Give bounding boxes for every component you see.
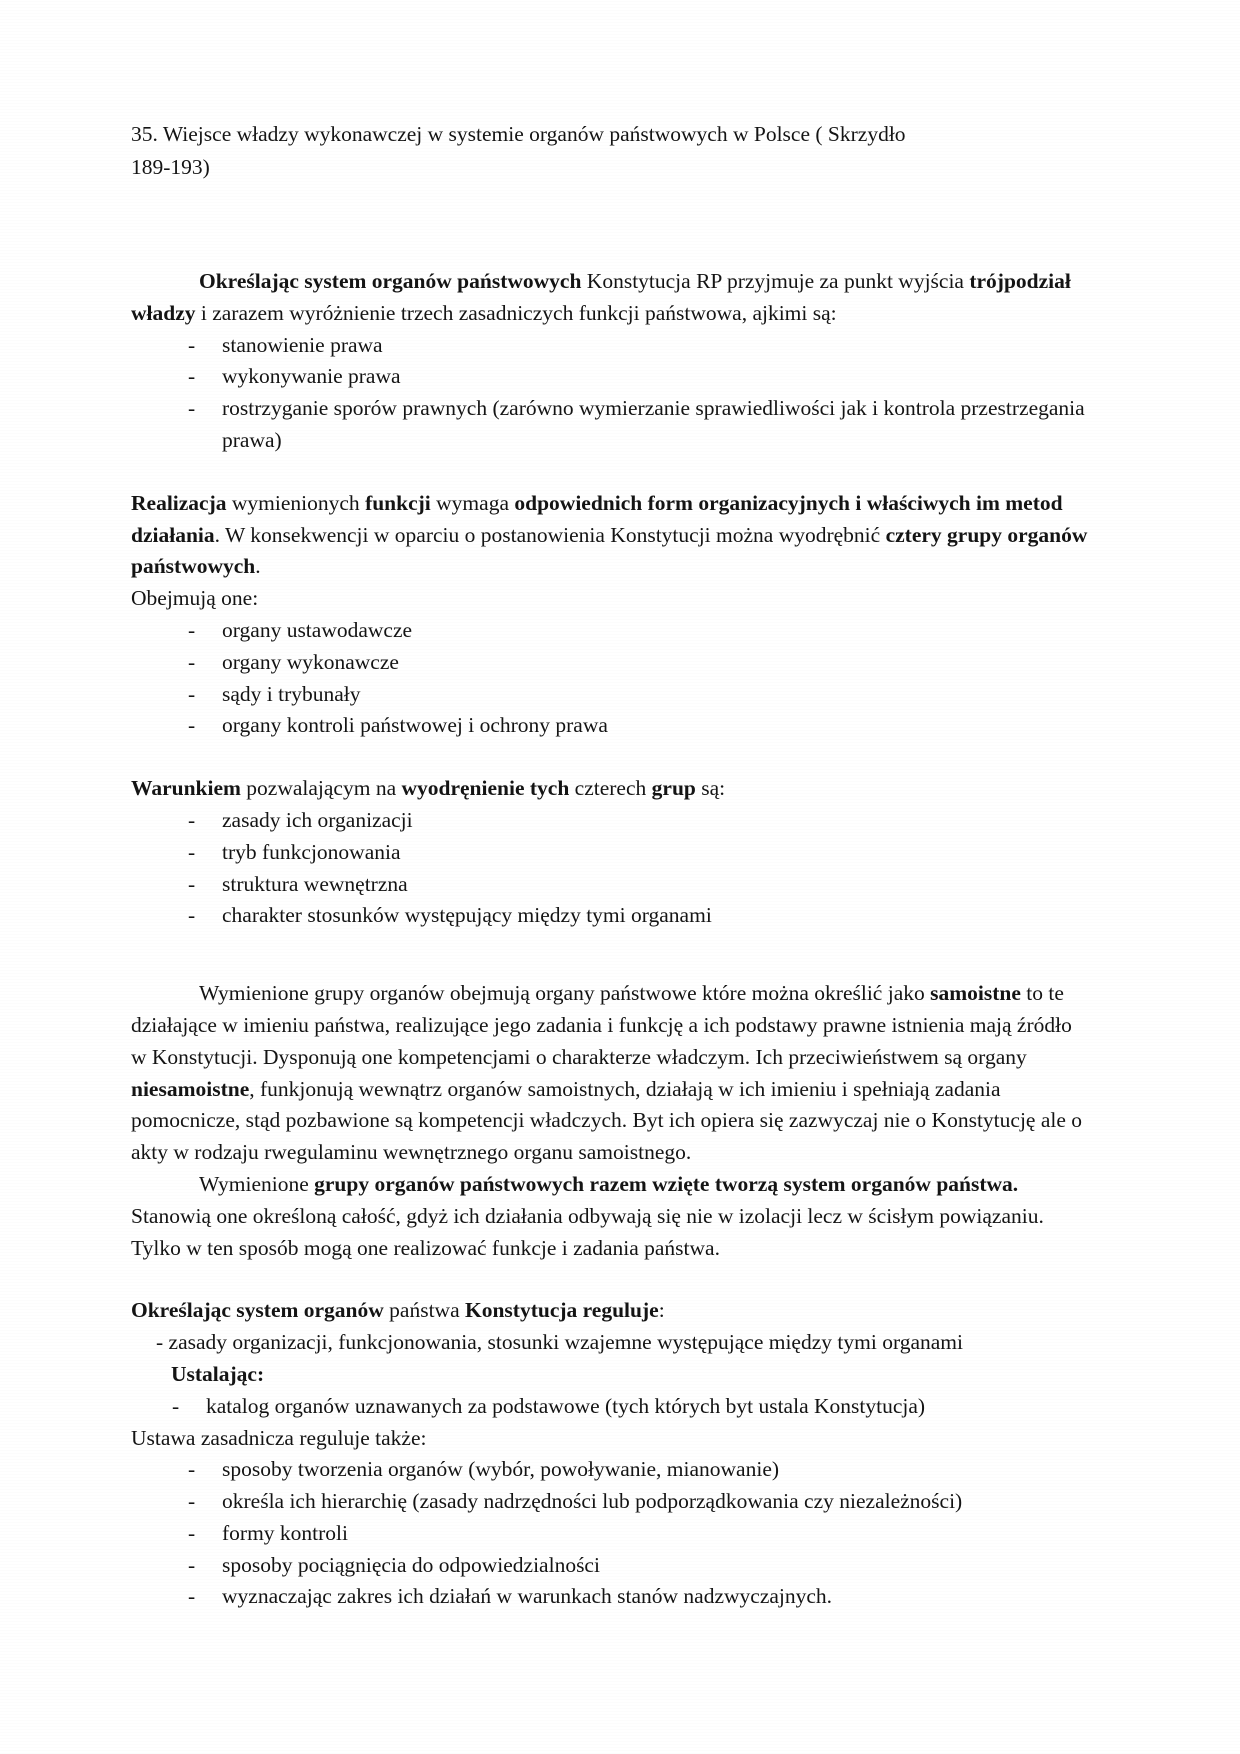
- list-item-label: stanowienie prawa: [222, 332, 383, 357]
- list-item: [131, 330, 1090, 362]
- spacer: [131, 742, 1090, 773]
- page-title-line-2: 189-193): [131, 155, 210, 179]
- paragraph-2-bold-4: cztery grupy organów państwowych: [131, 522, 1088, 579]
- list-item: [131, 1581, 1090, 1613]
- paragraph-6-text-1: państwa: [383, 1298, 465, 1323]
- list-katalog-organow: [131, 1391, 1090, 1423]
- paragraph-system-organow-panstwa: [131, 1169, 1090, 1264]
- page-title-line-1: 35. Wiejsce władzy wykonawczej w systemie organów państwowych w Polsce ( Skrzydło: [131, 122, 906, 146]
- line-zasady-organizacji-text: - zasady organizacji, funkcjonowania, stosunki wzajemne występujące między tymi organami: [156, 1330, 963, 1355]
- line-obejmuja-one: Obejmują one:: [131, 586, 259, 611]
- list-grupy-organow: [131, 615, 1090, 742]
- paragraph-3-bold-3: grup: [651, 776, 696, 801]
- spacer: [131, 184, 1090, 266]
- spacer: [131, 457, 1090, 488]
- spacer: [131, 1264, 1090, 1295]
- paragraph-warunkiem: [131, 773, 1090, 805]
- list-item: [131, 679, 1090, 711]
- paragraph-3-text-1: pozwalającym na: [240, 776, 402, 801]
- paragraph-4-text-2: to te działające w imieniu państwa, realizujące jego zadania i funkcję a ich podstawy prawne istnienia mają źródło w Konstytucji. Dysponują one kompetencjami o charakterze władczym. Ich przeciwieństwem są organy: [131, 981, 1072, 1069]
- paragraph-4-text-1: Wymienione grupy organów obejmują organy państwowe które można określić jako: [199, 981, 931, 1006]
- dash-bullet-icon: -: [188, 649, 196, 674]
- paragraph-2-bold-3: odpowiednich form organizacyjnych i właściwych im metod działania: [131, 490, 1063, 547]
- list-item: [131, 1486, 1090, 1518]
- heading-ustalajac: [131, 1359, 1090, 1391]
- paragraph-2-bold-1: Realizacja: [131, 490, 227, 515]
- paragraph-4-bold-1: samoistne: [930, 981, 1021, 1006]
- dash-bullet-icon: -: [188, 807, 196, 832]
- paragraph-2-text-3: . W konsekwencji w oparciu o postanowienia Konstytucji można wyodrębnić: [214, 522, 886, 547]
- list-item-label: charakter stosunków występujący między tymi organami: [222, 903, 712, 928]
- dash-bullet-icon: -: [188, 396, 196, 421]
- paragraph-5-text-1: Wymienione: [199, 1171, 315, 1196]
- list-item-label: zasady ich organizacji: [222, 807, 413, 832]
- spacer: [131, 932, 1090, 978]
- dash-bullet-icon: -: [188, 617, 196, 642]
- paragraph-6-text-2: :: [658, 1298, 665, 1323]
- dash-bullet-icon: -: [188, 713, 196, 738]
- list-item: [131, 615, 1090, 647]
- list-item: [131, 393, 1090, 457]
- paragraph-3-text-3: są:: [695, 776, 726, 801]
- paragraph-realizacja: [131, 488, 1090, 583]
- dash-bullet-icon: -: [188, 1520, 196, 1545]
- list-warunki-wyodrebnienia: [131, 805, 1090, 932]
- paragraph-3-bold-2: wyodręnienie tych: [401, 776, 570, 801]
- list-item-label: sposoby tworzenia organów (wybór, powoływanie, mianowanie): [222, 1457, 780, 1482]
- paragraph-4-text-3: , funkjonują wewnątrz organów samoistnych, działają w ich imieniu i spełniają zadania pomocnicze, stąd pozbawione są kompetencji władczych. Byt ich opiera się zazwyczaj nie o Konstytucję ale o akty w rodzaju rwegulaminu wewnętrznego organu samoistnego.: [131, 1076, 1083, 1165]
- list-item: [131, 837, 1090, 869]
- list-item: [131, 710, 1090, 742]
- dash-bullet-icon: -: [188, 1552, 196, 1577]
- list-item-label: organy kontroli państwowej i ochrony prawa: [222, 713, 608, 738]
- list-item: [131, 1518, 1090, 1550]
- paragraph-4-bold-2: niesamoistne: [131, 1076, 250, 1101]
- paragraph-6-bold-2: Konstytucja reguluje: [465, 1298, 659, 1323]
- paragraph-5-bold-1: grupy organów państwowych razem wzięte tworzą system organów państwa.: [314, 1171, 1019, 1196]
- dash-bullet-icon: -: [188, 681, 196, 706]
- paragraph-2-text-4: .: [255, 554, 261, 579]
- list-item: [131, 361, 1090, 393]
- list-item-label: rostrzyganie sporów prawnych (zarówno wymierzanie sprawiedliwości jak i kontrola przestrzegania prawa): [222, 396, 1085, 452]
- list-item-label: organy wykonawcze: [222, 649, 399, 674]
- list-item-label: struktura wewnętrzna: [222, 871, 408, 896]
- list-item: [131, 1391, 1090, 1423]
- dash-bullet-icon: -: [172, 1393, 180, 1418]
- paragraph-2-text-2: wymaga: [430, 490, 515, 515]
- document-body: [131, 118, 1090, 1613]
- dash-bullet-icon: -: [188, 839, 196, 864]
- list-item-label: sądy i trybunały: [222, 681, 361, 706]
- paragraph-1-text-1: Konstytucja RP przyjmuje za punkt wyjścia: [581, 269, 970, 293]
- paragraph-okreslajac-system: [131, 266, 1090, 330]
- list-ustawa-reguluje: [131, 1454, 1090, 1613]
- list-item-label: wykonywanie prawa: [222, 364, 401, 389]
- list-item-label: katalog organów uznawanych za podstawowe (tych których byt ustala Konstytucja): [206, 1393, 926, 1418]
- line-ustawa-zasadnicza: Ustawa zasadnicza reguluje także:: [131, 1425, 427, 1450]
- paragraph-2-text-1: wymienionych: [226, 490, 366, 515]
- list-item-label: formy kontroli: [222, 1520, 348, 1545]
- list-item-label: wyznaczając zakres ich działań w warunkach stanów nadzwyczajnych.: [222, 1584, 833, 1609]
- list-item: [131, 647, 1090, 679]
- dash-bullet-icon: -: [188, 1457, 196, 1482]
- paragraph-1-bold-2: trójpodział władzy: [131, 269, 1071, 325]
- list-item-label: sposoby pociągnięcia do odpowiedzialności: [222, 1552, 600, 1577]
- list-item: [131, 869, 1090, 901]
- list-item: [131, 900, 1090, 932]
- paragraph-2-bold-2: funkcji: [365, 490, 431, 515]
- dash-bullet-icon: -: [188, 1489, 196, 1514]
- list-item: [131, 805, 1090, 837]
- dash-bullet-icon: -: [188, 1584, 196, 1609]
- dash-bullet-icon: -: [188, 871, 196, 896]
- paragraph-3-bold-1: Warunkiem: [131, 776, 241, 801]
- list-item: [131, 1550, 1090, 1582]
- dash-bullet-icon: -: [188, 364, 196, 389]
- paragraph-1-text-2: i zarazem wyróżnienie trzech zasadniczych funkcji państwowa, ajkimi są:: [195, 300, 837, 325]
- dash-bullet-icon: -: [188, 332, 196, 357]
- dash-bullet-icon: -: [188, 903, 196, 928]
- paragraph-5-text-2: Stanowią one określoną całość, gdyż ich działania odbywają się nie w izolacji lecz w ścisłym powiązaniu. Tylko w ten sposób mogą one realizować funkcje i zadania państwa.: [131, 1203, 1044, 1260]
- list-item-label: organy ustawodawcze: [222, 617, 413, 642]
- heading-ustalajac-label: Ustalając:: [171, 1361, 265, 1386]
- paragraph-samoistne-niesamoistne: [131, 978, 1090, 1169]
- line-zasady-organizacji: [131, 1327, 1090, 1359]
- list-funkcje-panstwa: [131, 330, 1090, 457]
- list-item-label: tryb funkcjonowania: [222, 839, 401, 864]
- list-item: [131, 1454, 1090, 1486]
- paragraph-1-bold-lead: Określając system organów państwowych: [199, 269, 582, 293]
- list-item-label: określa ich hierarchię (zasady nadrzędności lub podporządkowania czy niezależności): [222, 1489, 963, 1514]
- page-title: [131, 118, 1061, 184]
- paragraph-konstytucja-reguluje: [131, 1295, 1090, 1327]
- paragraph-3-text-2: czterech: [569, 776, 652, 801]
- paragraph-6-bold-1: Określając system organów: [131, 1298, 384, 1323]
